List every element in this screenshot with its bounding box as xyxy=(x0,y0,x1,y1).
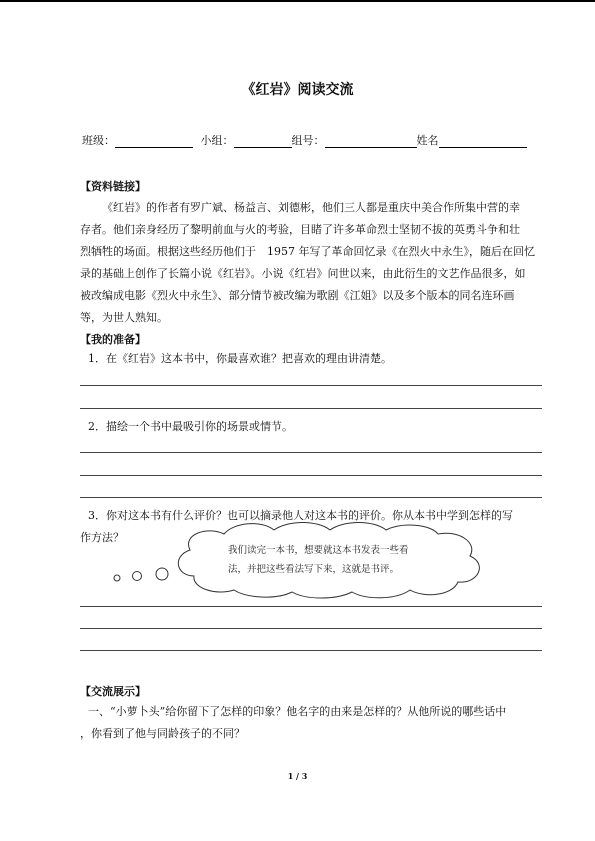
tip-line: 我们读完一本书，想要就这本书发表一些看 xyxy=(228,545,409,556)
name-field[interactable] xyxy=(439,135,527,148)
group-label: 小组： xyxy=(200,134,234,147)
material-paragraph xyxy=(80,197,542,329)
class-field[interactable] xyxy=(115,135,193,148)
showcase-line: 一、“小萝卜头”给你留下了怎样的印象？他名字的由来是怎样的？从他所说的哪些话中 xyxy=(88,705,507,718)
showcase-line: ，你看到了他与同龄孩子的不同？ xyxy=(80,727,245,740)
material-line: 《红岩》的作者有罗广斌、杨益言、刘德彬，他们三人都是重庆中美合作所集中营的幸 xyxy=(102,201,520,214)
tip-line: 法，并把这些看法写下来，这就是书评。 xyxy=(228,564,400,575)
material-line: 被改编成电影《烈火中永生》、部分情节被改编为歌剧《江姐》以及多个版本的同名连环画 xyxy=(80,289,515,302)
group-field[interactable] xyxy=(234,135,292,148)
cloud-dot-small xyxy=(114,575,120,581)
cloud-dot-medium xyxy=(133,572,142,581)
class-label: 班级： xyxy=(82,134,115,147)
question-3-line: 3．你对这本书有什么评价？也可以摘录他人对这本书的评价。你从本书中学到怎样的写 xyxy=(88,509,513,522)
question-2: 2．描绘一个书中最吸引你的场景或情节。 xyxy=(88,420,293,433)
answer-line[interactable] xyxy=(80,452,542,453)
answer-line[interactable] xyxy=(80,628,542,629)
team-label: 组号： xyxy=(291,134,325,147)
showcase-question xyxy=(80,701,550,745)
cloud-dot-large xyxy=(156,568,168,580)
material-line: 等，为世人熟知。 xyxy=(80,311,168,324)
material-line: 录的基础上创作了长篇小说《红岩》。小说《红岩》问世以来，由此衍生的文艺作品很多，如 xyxy=(80,267,526,280)
material-line: 存者。他们亲身经历了黎明前血与火的考验，目睹了许多革命烈士坚韧不拔的英勇斗争和壮 xyxy=(80,223,520,236)
name-label: 姓名 xyxy=(416,134,439,147)
material-line: 烈牺牲的场面。根据这些经历他们于 1957 年写了革命回忆录《在烈火中永生》，随后在回忆 xyxy=(80,245,535,258)
page-number: 1 / 3 xyxy=(287,771,308,781)
section-showcase: 【交流展示】 xyxy=(80,685,146,698)
section-preparation: 【我的准备】 xyxy=(80,333,146,346)
tip-text xyxy=(228,541,478,579)
answer-line[interactable] xyxy=(80,385,542,386)
question-1: 1．在《红岩》这本书中，你最喜欢谁？把喜欢的理由讲清楚。 xyxy=(88,352,392,365)
section-materials: 【资料链接】 xyxy=(80,180,146,193)
answer-line[interactable] xyxy=(80,650,542,651)
team-field[interactable] xyxy=(325,135,417,148)
answer-line[interactable] xyxy=(80,497,542,498)
answer-line[interactable] xyxy=(80,475,542,476)
answer-line[interactable] xyxy=(80,408,542,409)
student-info-row xyxy=(82,132,527,148)
top-border xyxy=(0,0,595,2)
question-3-continued: 作方法？ xyxy=(80,531,124,544)
answer-line[interactable] xyxy=(80,606,542,607)
page-title: 《红岩》阅读交流 xyxy=(241,82,354,98)
